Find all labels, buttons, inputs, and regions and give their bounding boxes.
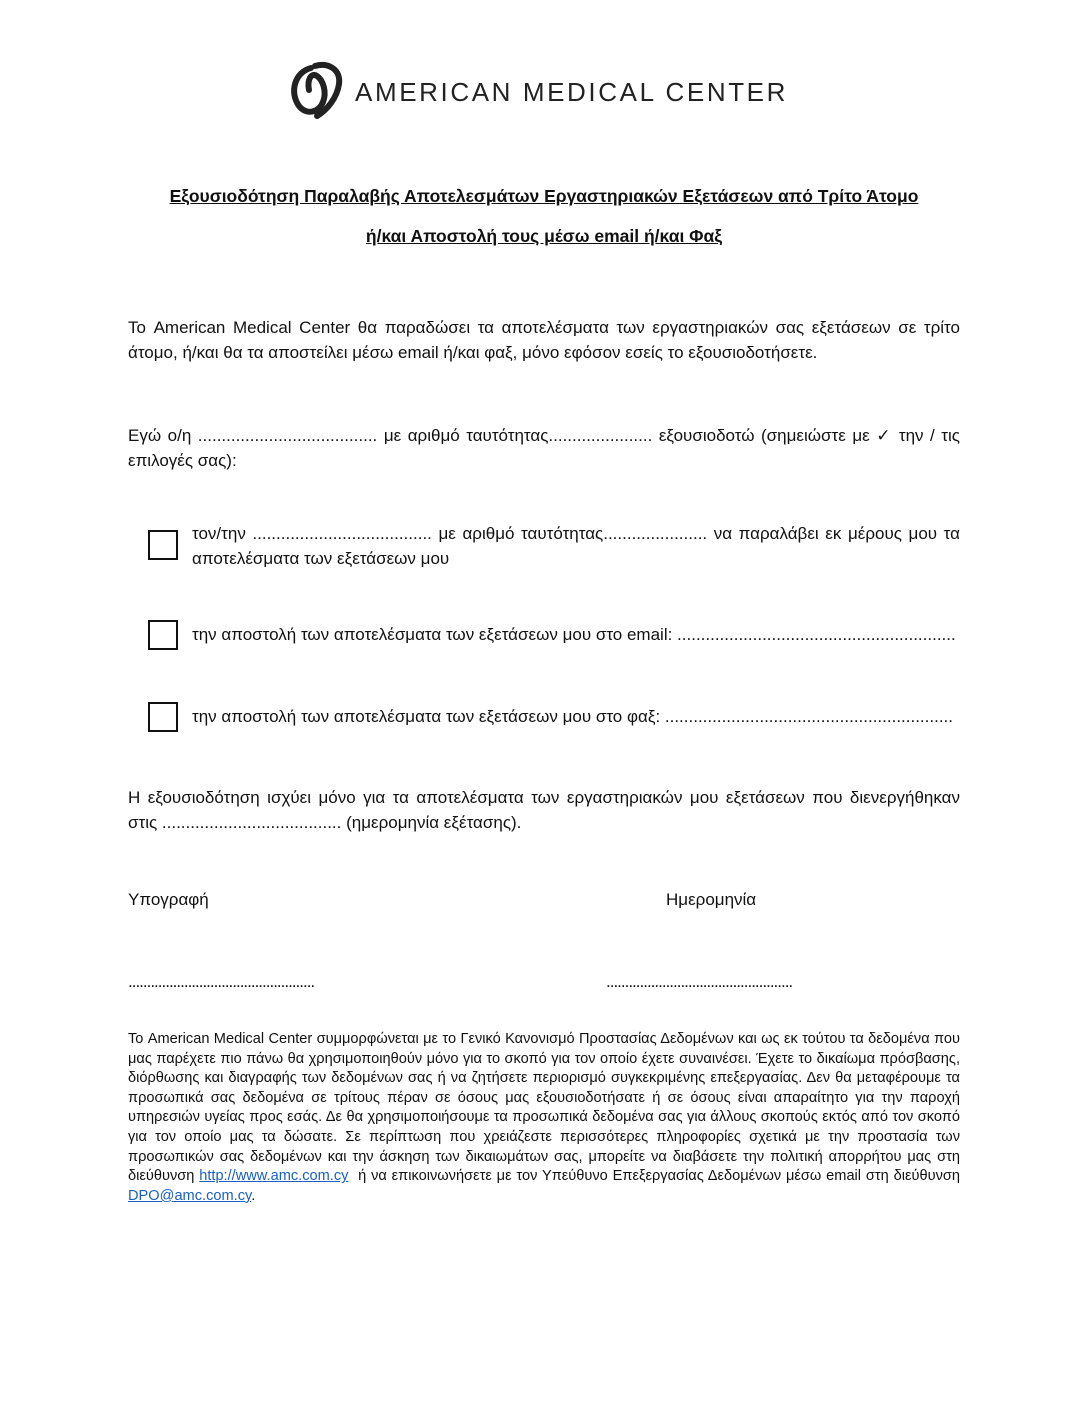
signature-label: Υπογραφή — [128, 890, 209, 909]
declaration-paragraph: Εγώ ο/η ...................................... με αριθμό ταυτότητας...................... εξουσιοδοτώ (σημειώστε με ✓ την / τις επιλογές σας): — [128, 426, 960, 470]
website-link[interactable]: http://www.amc.com.cy — [199, 1168, 349, 1185]
date-line[interactable]: .................................................. — [606, 972, 793, 991]
option-email-checkbox[interactable] — [148, 620, 178, 650]
option-fax-checkbox[interactable] — [148, 702, 178, 732]
option-fax-text: την αποστολή των αποτελέσματα των εξετάσεων μου στο φαξ: ............................................................. — [192, 707, 953, 726]
privacy-text: Το American Medical Center συμμορφώνεται με το Γενικό Κανονισμό Προστασίας Δεδομένων και ως εκ τούτου τα δεδομένα που μας παρέχετε πιο πάνω θα χρησιμοποιηθούν μόνο για το σκοπό για τον οποίο έχετε συναινέσει. Έχετε το δικαίωμα πρόσβασης, διόρθωσης και διαγραφής των δεδομένων σας ή να ζητήσετε περιορισμό συγκεκριμένης επεξεργασίας. Δεν θα μεταφέρουμε τα προσωπικά σας δεδομένα σε τρίτους πέραν σε όσους μας εξουσιοδοτήσατε ή σε όσους είναι απαραίτητο για την παροχή υπηρεσιών υγείας προς εσάς. Δε θα χρησιμοποιήσουμε τα προσωπικά δεδομένα σας για άλλους σκοπούς εκτός από τον σκοπό για τον οποίο μας τα δώσατε. Σε περίπτωση που χρειάζεστε περισσότερες πληροφορίες σχετικά με την προστασία των προσωπικών σας δεδομένων και την άσκηση των δικαιωμάτων σας, μπορείτε να διαβάσετε την πολιτική απορρήτου μας στη διεύθυνση — [128, 1031, 960, 1185]
privacy-notice — [128, 1030, 960, 1206]
dpo-email-link[interactable]: DPO@amc.com.cy — [128, 1187, 252, 1204]
intro-paragraph: Το American Medical Center θα παραδώσει τα αποτελέσματα των εργαστηριακών σας εξετάσεων σε τρίτο άτομο, ή/και θα τα αποστείλει μέσω email ή/και φαξ, μόνο εφόσον εσείς το εξουσιοδοτήσετε. — [128, 318, 960, 362]
option-third-party-checkbox[interactable] — [148, 530, 178, 560]
signature-line[interactable]: .................................................. — [128, 972, 315, 991]
option-email-text: την αποστολή των αποτελέσματα των εξετάσεων μου στο email: ........................................................... — [192, 625, 956, 644]
privacy-text-end: . — [251, 1187, 256, 1204]
logo-wordmark: AMERICAN MEDICAL CENTER — [355, 77, 788, 107]
option-third-party-text: τον/την ...................................... με αριθμό ταυτότητας...................... να παραλάβει εκ μέρους μου τα αποτελέσματα των εξετάσεων μου — [192, 524, 960, 568]
date-label: Ημερομηνία — [666, 890, 757, 909]
form-title-line-2: ή/και Αποστολή τους μέσω email ή/και Φαξ — [365, 226, 723, 246]
form-title-line-1: Εξουσιοδότηση Παραλαβής Αποτελεσμάτων Εργαστηριακών Εξετάσεων από Τρίτο Άτομο — [169, 186, 919, 206]
privacy-text-middle: ή να επικοινωνήσετε με τον Υπεύθυνο Επεξεργασίας Δεδομένων μέσω email στη διεύθυνση — [358, 1168, 960, 1185]
heart-logo-icon — [289, 58, 349, 122]
amc-logo — [289, 58, 809, 122]
validity-paragraph: Η εξουσιοδότηση ισχύει μόνο για τα αποτελέσματα των εργαστηριακών μου εξετάσεων που διενεργήθηκαν στις ...................................... (ημερομηνία εξέτασης). — [128, 788, 960, 832]
